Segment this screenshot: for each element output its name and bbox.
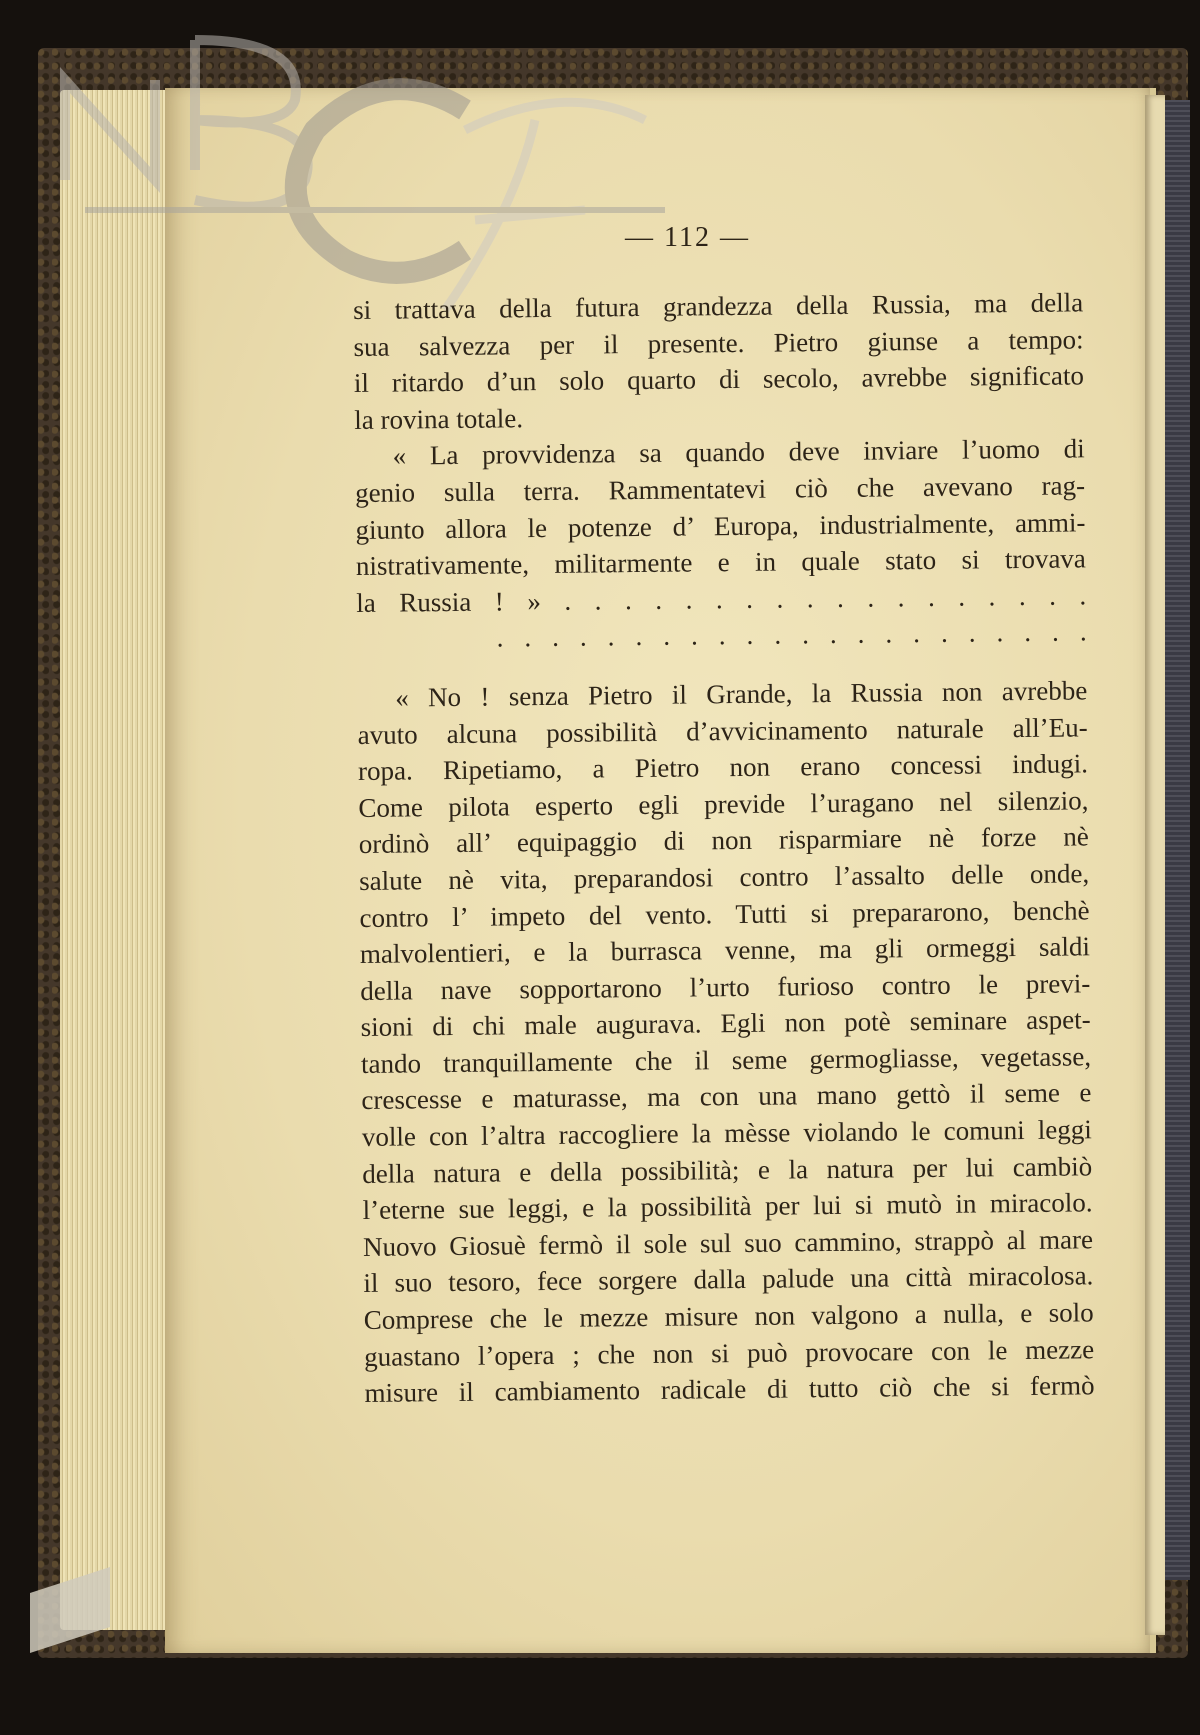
- text-line: « La provvidenza sa quando deve inviare l’uomo di: [392, 433, 1085, 471]
- facing-page-edge: [1145, 95, 1165, 1635]
- text-line: giunto allora le potenze d’ Europa, industrialmente, ammi-: [355, 506, 1086, 545]
- text-line: della natura e della possibilità; e la natura per lui cambiò: [362, 1150, 1093, 1189]
- page-body-text: [353, 284, 1095, 1411]
- text-line: Come pilota esperto egli previde l’uragano nel silenzio,: [358, 785, 1089, 823]
- text-line: Comprese che le mezze misure non valgono a nulla, e solo: [363, 1297, 1094, 1335]
- text-line: guastano l’opera ; che non si può provocare con le mezze: [363, 1333, 1095, 1372]
- text-line: . . . . . . . . . . . . . . . . . . . . . .: [496, 616, 1087, 653]
- text-line: malvolentieri, e la burrasca venne, ma gli ormeggi saldi: [359, 931, 1091, 970]
- text-line: la rovina totale.: [354, 403, 524, 435]
- text-line: genio sulla terra. Rammentatevi ciò che avevano rag-: [354, 470, 1086, 508]
- text-line: avuto alcuna possibilità d’avvicinamento naturale all’Eu-: [357, 711, 1088, 750]
- text-line: il suo tesoro, fece sorgere dalla palude una città miracolosa.: [363, 1260, 1094, 1299]
- text-line: contro l’ impeto del vento. Tutti si prepararono, benchè: [359, 894, 1090, 933]
- text-line: crescesse e maturasse, ma con una mano gettò il seme e: [361, 1077, 1092, 1116]
- text-line: della nave sopportarono l’urto furioso contro le previ-: [360, 968, 1091, 1006]
- text-line: Nuovo Giosuè fermò il sole sul suo cammino, strappò al mare: [362, 1224, 1094, 1262]
- text-line: sua salvezza per il presente. Pietro giunse a tempo:: [353, 323, 1084, 362]
- text-line: misure il cambiamento radicale di tutto ciò che si fermò: [364, 1370, 1095, 1409]
- page-number: — 112 —: [625, 222, 750, 253]
- text-line: salute nè vita, preparandosi contro l’assalto delle onde,: [359, 858, 1090, 896]
- text-line: la Russia ! » . . . . . . . . . . . . . . . . . .: [356, 580, 1087, 618]
- text-line: tando tranquillamente che il seme germogliasse, vegetasse,: [360, 1041, 1092, 1079]
- text-line: l’eterne sue leggi, e la possibilità per lui si mutò in miracolo.: [362, 1187, 1093, 1226]
- text-line: si trattava della futura grandezza della Russia, ma della: [353, 287, 1084, 325]
- text-line: nistrativamente, militarmente e in quale stato si trovava: [355, 543, 1086, 582]
- page-stack-edge: [60, 90, 180, 1630]
- text-line: sioni di chi male augurava. Egli non potè seminare aspet-: [360, 1004, 1091, 1043]
- text-line: « No ! senza Pietro il Grande, la Russia non avrebbe: [395, 675, 1088, 713]
- text-line: ordinò all’ equipaggio di non risparmiare nè forze nè: [358, 821, 1089, 860]
- text-line: volle con l’altra raccogliere la mèsse violando le comuni leggi: [361, 1114, 1092, 1153]
- text-line: ropa. Ripetiamo, a Pietro non erano concessi indugi.: [357, 748, 1089, 787]
- text-line: il ritardo d’un solo quarto di secolo, avrebbe significato: [353, 360, 1085, 399]
